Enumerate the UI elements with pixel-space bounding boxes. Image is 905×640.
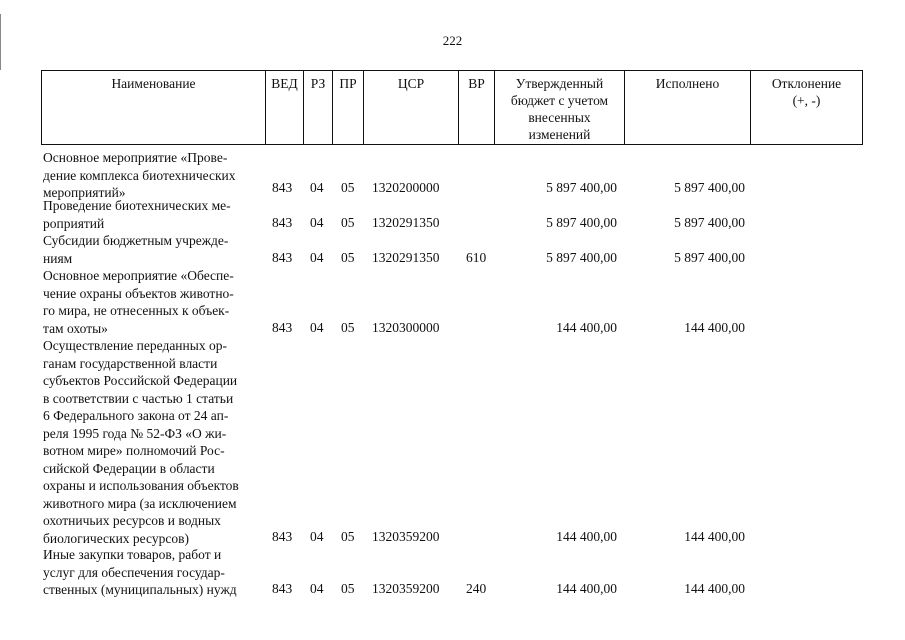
row-budget: 5 897 400,00 [546, 180, 617, 195]
row-rz: 04 [310, 215, 324, 230]
header-rz: РЗ [303, 71, 332, 144]
row-ved: 843 [272, 215, 293, 230]
row-budget: 5 897 400,00 [546, 250, 617, 265]
row-ved: 843 [272, 180, 293, 195]
row-vr: 240 [466, 581, 487, 596]
row-csr: 1320291350 [372, 215, 440, 230]
row-rz: 04 [310, 180, 324, 195]
page-number: 222 [442, 33, 463, 48]
header-ved: ВЕД [265, 71, 303, 144]
row-pr: 05 [341, 180, 355, 195]
header-vr: ВР [458, 71, 494, 144]
table-row-name: Осуществление переданных ор- ганам государственной власти субъектов Российской Федерации в соответствии с частью 1 статьи 6 Федерального закона от 24 ап- реля 1995 года № 52-ФЗ «О жи- вотном мире» полномочий Рос- сийской Федерации в области охраны и использования объектов животного мира (за исключением охотничьих ресурсов и водных биологических ресурсов) [43, 338, 239, 546]
header-executed: Исполнено [624, 71, 750, 144]
row-executed: 5 897 400,00 [674, 250, 745, 265]
table-row-name: Проведение биотехнических ме- роприятий [43, 198, 231, 231]
row-vr: 610 [466, 250, 487, 265]
row-pr: 05 [341, 529, 355, 544]
row-executed: 5 897 400,00 [674, 180, 745, 195]
row-pr: 05 [341, 581, 355, 596]
row-csr: 1320291350 [372, 250, 440, 265]
row-pr: 05 [341, 320, 355, 335]
row-rz: 04 [310, 529, 324, 544]
header-csr: ЦСР [363, 71, 458, 144]
row-ved: 843 [272, 529, 293, 544]
header-budget: Утвержденный бюджет с учетом внесенных изменений [494, 71, 624, 144]
row-budget: 144 400,00 [556, 529, 617, 544]
row-rz: 04 [310, 320, 324, 335]
table-row-name: Основное мероприятие «Обеспе- чение охраны объектов животно- го мира, не отнесенных к объек- там охоты» [43, 268, 234, 336]
row-csr: 1320300000 [372, 320, 440, 335]
header-pr: ПР [332, 71, 363, 144]
table-row-name: Субсидии бюджетным учрежде- ниям [43, 233, 229, 266]
row-budget: 5 897 400,00 [546, 215, 617, 230]
row-csr: 1320200000 [372, 180, 440, 195]
row-csr: 1320359200 [372, 529, 440, 544]
row-csr: 1320359200 [372, 581, 440, 596]
row-pr: 05 [341, 215, 355, 230]
row-executed: 5 897 400,00 [674, 215, 745, 230]
header-deviation: Отклонение (+, -) [750, 71, 862, 144]
table-row-name: Иные закупки товаров, работ и услуг для обеспечения государ- ственных (муниципальных) нужд [43, 547, 237, 597]
row-ved: 843 [272, 250, 293, 265]
row-executed: 144 400,00 [684, 581, 745, 596]
row-budget: 144 400,00 [556, 581, 617, 596]
row-executed: 144 400,00 [684, 529, 745, 544]
row-ved: 843 [272, 581, 293, 596]
table-row-name: Основное мероприятие «Прове- дение комплекса биотехнических мероприятий» [43, 150, 236, 200]
header-name: Наименование [111, 76, 196, 91]
row-pr: 05 [341, 250, 355, 265]
row-rz: 04 [310, 581, 324, 596]
row-executed: 144 400,00 [684, 320, 745, 335]
row-ved: 843 [272, 320, 293, 335]
row-rz: 04 [310, 250, 324, 265]
row-budget: 144 400,00 [556, 320, 617, 335]
